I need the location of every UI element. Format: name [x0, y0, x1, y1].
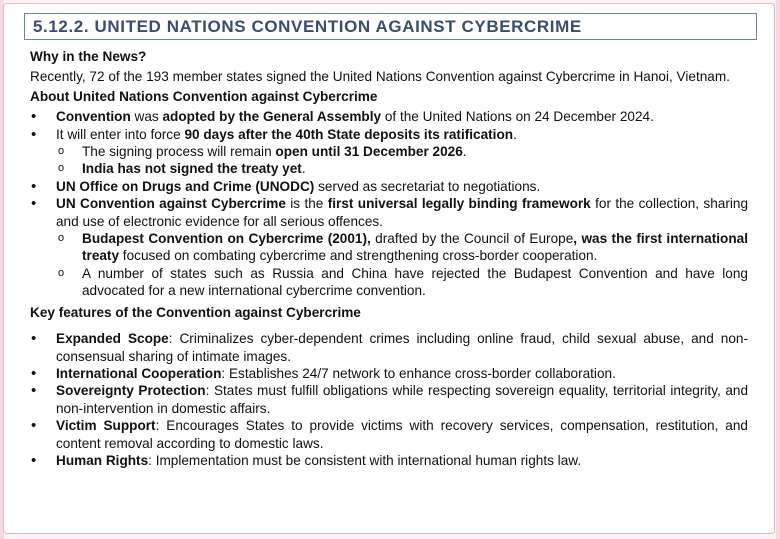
about-subbullet-3: o Budapest Convention on Cybercrime (2001), drafted by the Council of Europe, was the first international treaty focused on combating cybercrime and strengthening cross-border cooperation. — [30, 230, 748, 265]
why-heading: Why in the News? — [30, 49, 147, 64]
about-bullet-2: • It will enter into force 90 days after the 40th State deposits its ratification. — [30, 126, 748, 143]
about-bullet-3: • UN Office on Drugs and Crime (UNODC) served as secretariat to negotiations. — [30, 178, 748, 195]
about-subbullet-2: o India has not signed the treaty yet. — [30, 160, 748, 177]
feature-item: • International Cooperation: Establishes 24/7 network to enhance cross-border collaboration. — [30, 365, 748, 382]
about-subbullet-1: o The signing process will remain open until 31 December 2026. — [30, 143, 748, 160]
feature-item: • Expanded Scope: Criminalizes cyber-dependent crimes including online fraud, child sexual abuse, and non-consensual sharing of intimate images. — [30, 330, 748, 365]
features-heading: Key features of the Convention against Cybercrime — [30, 304, 361, 320]
content — [30, 46, 748, 469]
right-margin-strip — [776, 0, 780, 539]
about-list — [30, 108, 748, 299]
about-heading: About United Nations Convention against Cybercrime — [30, 88, 378, 104]
feature-item: • Victim Support: Encourages States to provide victims with recovery services, compensation, restitution, and content removal according to domestic laws. — [30, 417, 748, 452]
features-list — [30, 330, 748, 469]
about-bullet-1: • Convention was adopted by the General Assembly of the United Nations on 24 December 2024. — [30, 108, 748, 125]
title-box — [24, 13, 757, 40]
feature-item: • Human Rights: Implementation must be consistent with international human rights law. — [30, 452, 748, 469]
about-bullet-4: • UN Convention against Cybercrime is the first universal legally binding framework for the collection, sharing and use of electronic evidence for all serious offences. — [30, 195, 748, 230]
about-subbullet-4: o A number of states such as Russia and China have rejected the Budapest Convention and have long advocated for a new international cybercrime convention. — [30, 265, 748, 300]
feature-item: • Sovereignty Protection: States must fulfill obligations while respecting sovereign equality, territorial integrity, and non-intervention in domestic affairs. — [30, 382, 748, 417]
why-text: Recently, 72 of the 193 member states signed the United Nations Convention against Cybercrime in Hanoi, Vietnam. — [30, 69, 730, 85]
section-title: 5.12.2. UNITED NATIONS CONVENTION AGAINST CYBERCRIME — [33, 17, 582, 36]
